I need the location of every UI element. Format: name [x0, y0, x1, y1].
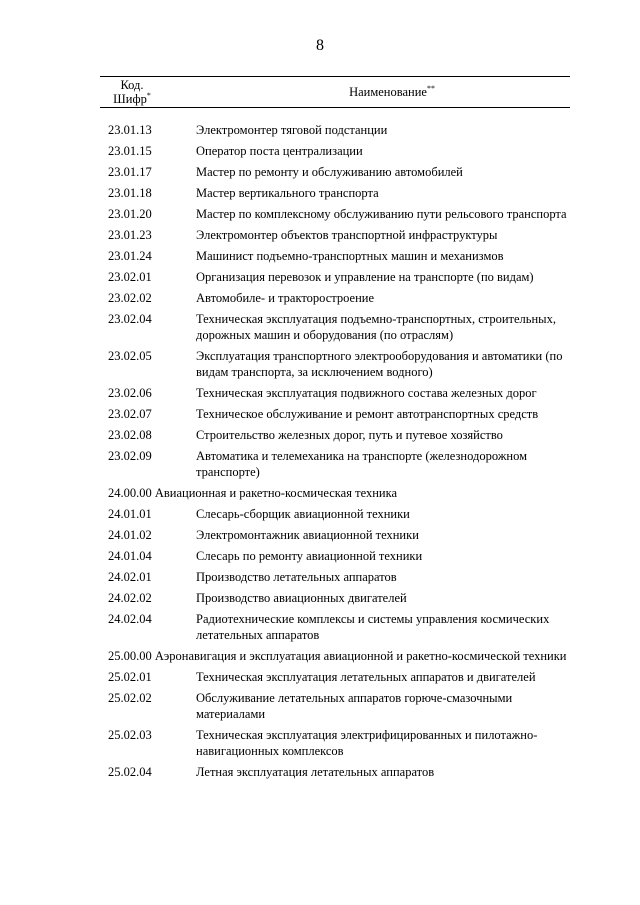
specialty-name: Мастер по ремонту и обслуживанию автомобилей	[196, 165, 463, 179]
table-row	[0, 764, 640, 780]
specialty-name: Строительство железных дорог, путь и путевое хозяйство	[196, 428, 503, 442]
specialty-name: Техническая эксплуатация электрифицированных и пилотажно-навигационных комплексов	[196, 728, 538, 758]
specialty-code: 24.02.01	[108, 570, 152, 584]
table-row	[0, 385, 640, 401]
table-row	[0, 164, 640, 180]
specialty-code: 23.02.01	[108, 270, 152, 284]
specialty-code: 23.01.18	[108, 186, 152, 200]
specialty-name: Техническая эксплуатация летательных аппаратов и двигателей	[196, 670, 536, 684]
specialty-name: Летная эксплуатация летательных аппаратов	[196, 765, 435, 779]
specialty-list	[0, 122, 640, 785]
specialty-name: Производство летательных аппаратов	[196, 570, 397, 584]
specialty-name: Слесарь-сборщик авиационной техники	[196, 507, 410, 521]
specialty-name: Эксплуатация транспортного электрооборудования и автоматики (по видам транспорта, за исключением водного)	[196, 349, 563, 379]
specialty-code: 23.01.23	[108, 228, 152, 242]
table-row	[0, 506, 640, 522]
specialty-code: 23.02.08	[108, 428, 152, 442]
specialty-code: 23.02.07	[108, 407, 152, 421]
specialty-code: 23.01.17	[108, 165, 152, 179]
table-row	[0, 311, 640, 343]
table-row	[0, 248, 640, 264]
specialty-code: 25.02.01	[108, 670, 152, 684]
header-code-footnote-mark: *	[146, 91, 151, 100]
specialty-code: 25.02.03	[108, 728, 152, 742]
specialty-code: 25.02.04	[108, 765, 152, 779]
table-row	[0, 185, 640, 201]
table-row	[0, 448, 640, 480]
specialty-code: 23.01.24	[108, 249, 152, 263]
specialty-code: 23.02.02	[108, 291, 152, 305]
specialty-name: Электромонтажник авиационной техники	[196, 528, 419, 542]
table-row	[0, 690, 640, 722]
specialty-name: Автомобиле- и тракторостроение	[196, 291, 374, 305]
table-row	[0, 206, 640, 222]
specialty-name: Радиотехнические комплексы и системы управления космических летательных аппаратов	[196, 612, 550, 642]
specialty-code: 23.02.09	[108, 449, 152, 463]
table-row	[0, 143, 640, 159]
table-row	[0, 669, 640, 685]
specialty-name: Техническая эксплуатация подвижного состава железных дорог	[196, 386, 537, 400]
specialty-name: Техническое обслуживание и ремонт автотранспортных средств	[196, 407, 539, 421]
specialty-name: Техническая эксплуатация подъемно-транспортных, строительных, дорожных машин и оборудования (по отраслям)	[196, 312, 556, 342]
header-name-footnote-mark: **	[426, 84, 435, 93]
specialty-name: Электромонтер тяговой подстанции	[196, 123, 388, 137]
header-cipher-label: Шифр	[113, 92, 147, 106]
table-row	[0, 269, 640, 285]
specialty-name: Оператор поста централизации	[196, 144, 363, 158]
group-heading: 24.00.00 Авиационная и ракетно-космическая техника	[108, 486, 398, 500]
specialty-code: 23.02.05	[108, 349, 152, 363]
table-header	[100, 76, 570, 108]
specialty-code: 24.01.04	[108, 549, 152, 563]
specialty-name: Машинист подъемно-транспортных машин и механизмов	[196, 249, 504, 263]
specialty-code: 23.01.13	[108, 123, 152, 137]
specialty-name: Производство авиационных двигателей	[196, 591, 407, 605]
specialty-name: Организация перевозок и управление на транспорте (по видам)	[196, 270, 534, 284]
specialty-code: 24.02.04	[108, 612, 152, 626]
specialty-name: Обслуживание летательных аппаратов горюче-смазочными материалами	[196, 691, 513, 721]
header-name-label: Наименование	[349, 85, 427, 99]
header-name-column	[292, 85, 492, 99]
header-code-column	[100, 78, 164, 106]
table-row	[0, 290, 640, 306]
table-row	[0, 590, 640, 606]
table-row	[0, 122, 640, 138]
group-heading: 25.00.00 Аэронавигация и эксплуатация авиационной и ракетно-космической техники	[108, 649, 567, 663]
specialty-code: 23.02.04	[108, 312, 152, 326]
specialty-name: Автоматика и телемеханика на транспорте (железнодорожном транспорте)	[196, 449, 528, 479]
specialty-name: Электромонтер объектов транспортной инфраструктуры	[196, 228, 498, 242]
specialty-code: 23.01.15	[108, 144, 152, 158]
specialty-code: 24.02.02	[108, 591, 152, 605]
table-row	[0, 406, 640, 422]
table-row	[0, 527, 640, 543]
specialty-name: Мастер вертикального транспорта	[196, 186, 379, 200]
specialty-code: 23.01.20	[108, 207, 152, 221]
header-code-label: Код.	[120, 78, 144, 92]
table-row	[0, 548, 640, 564]
specialty-name: Мастер по комплексному обслуживанию пути рельсового транспорта	[196, 207, 567, 221]
specialty-code: 24.01.01	[108, 507, 152, 521]
specialty-code: 24.01.02	[108, 528, 152, 542]
table-row	[0, 727, 640, 759]
table-row	[0, 348, 640, 380]
specialty-code: 23.02.06	[108, 386, 152, 400]
specialty-name: Слесарь по ремонту авиационной техники	[196, 549, 423, 563]
table-row	[0, 611, 640, 643]
table-row	[0, 227, 640, 243]
page-number: 8	[316, 37, 324, 54]
specialty-code: 25.02.02	[108, 691, 152, 705]
table-row	[0, 427, 640, 443]
table-row	[0, 569, 640, 585]
